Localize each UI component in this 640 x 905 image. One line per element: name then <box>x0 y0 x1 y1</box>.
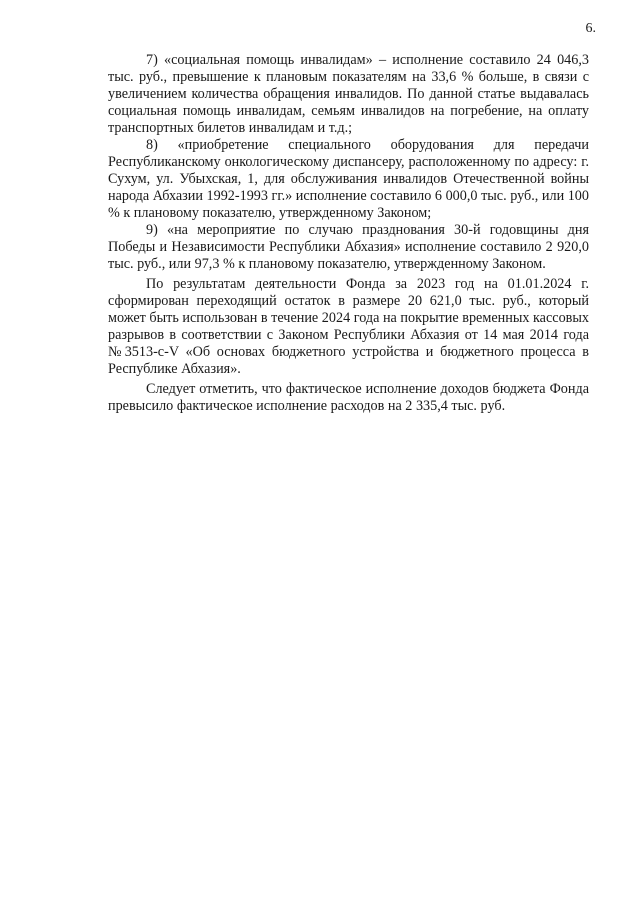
page-number: 6. <box>585 21 596 36</box>
paragraph-conclusion: Следует отметить, что фактическое исполнение доходов бюджета Фонда превысило фактическое исполнение расходов на 2 335,4 тыс. руб. <box>108 381 589 414</box>
paragraph-fund-results: По результатам деятельности Фонда за 2023 год на 01.01.2024 г. сформирован переходящий остаток в размере 20 621,0 тыс. руб., который может быть использован в течение 2024 года на покрытие временных кассовых разрывов в соответствии с Законом Республики Абхазия от 14 мая 2014 года №3513-с-V «Об основах бюджетного устройства и бюджетного процесса в Республике Абхазия». <box>108 276 589 377</box>
paragraph-item-7: 7) «социальная помощь инвалидам» – исполнение составило 24 046,3 тыс. руб., превышение к плановым показателям на 33,6 % больше, в связи с увеличением количества обращения инвалидов. По данной статье выдавалась социальная помощь инвалидам, семьям инвалидов на погребение, на оплату транспортных билетов инвалидам и т.д.; <box>108 52 589 136</box>
document-body <box>108 52 589 415</box>
paragraph-item-8: 8) «приобретение специального оборудования для передачи Республиканскому онкологическому диспансеру, расположенному по адресу: г. Сухум, ул. Убыхская, 1, для обслуживания инвалидов Отечественной войны народа Абхазии 1992-1993 гг.» исполнение составило 6 000,0 тыс. руб., или 100 % к плановому показателю, утвержденному Законом; <box>108 137 589 221</box>
paragraph-item-9: 9) «на мероприятие по случаю празднования 30-й годовщины дня Победы и Независимости Республики Абхазия» исполнение составило 2 920,0 тыс. руб., или 97,3 % к плановому показателю, утвержденному Законом. <box>108 222 589 272</box>
